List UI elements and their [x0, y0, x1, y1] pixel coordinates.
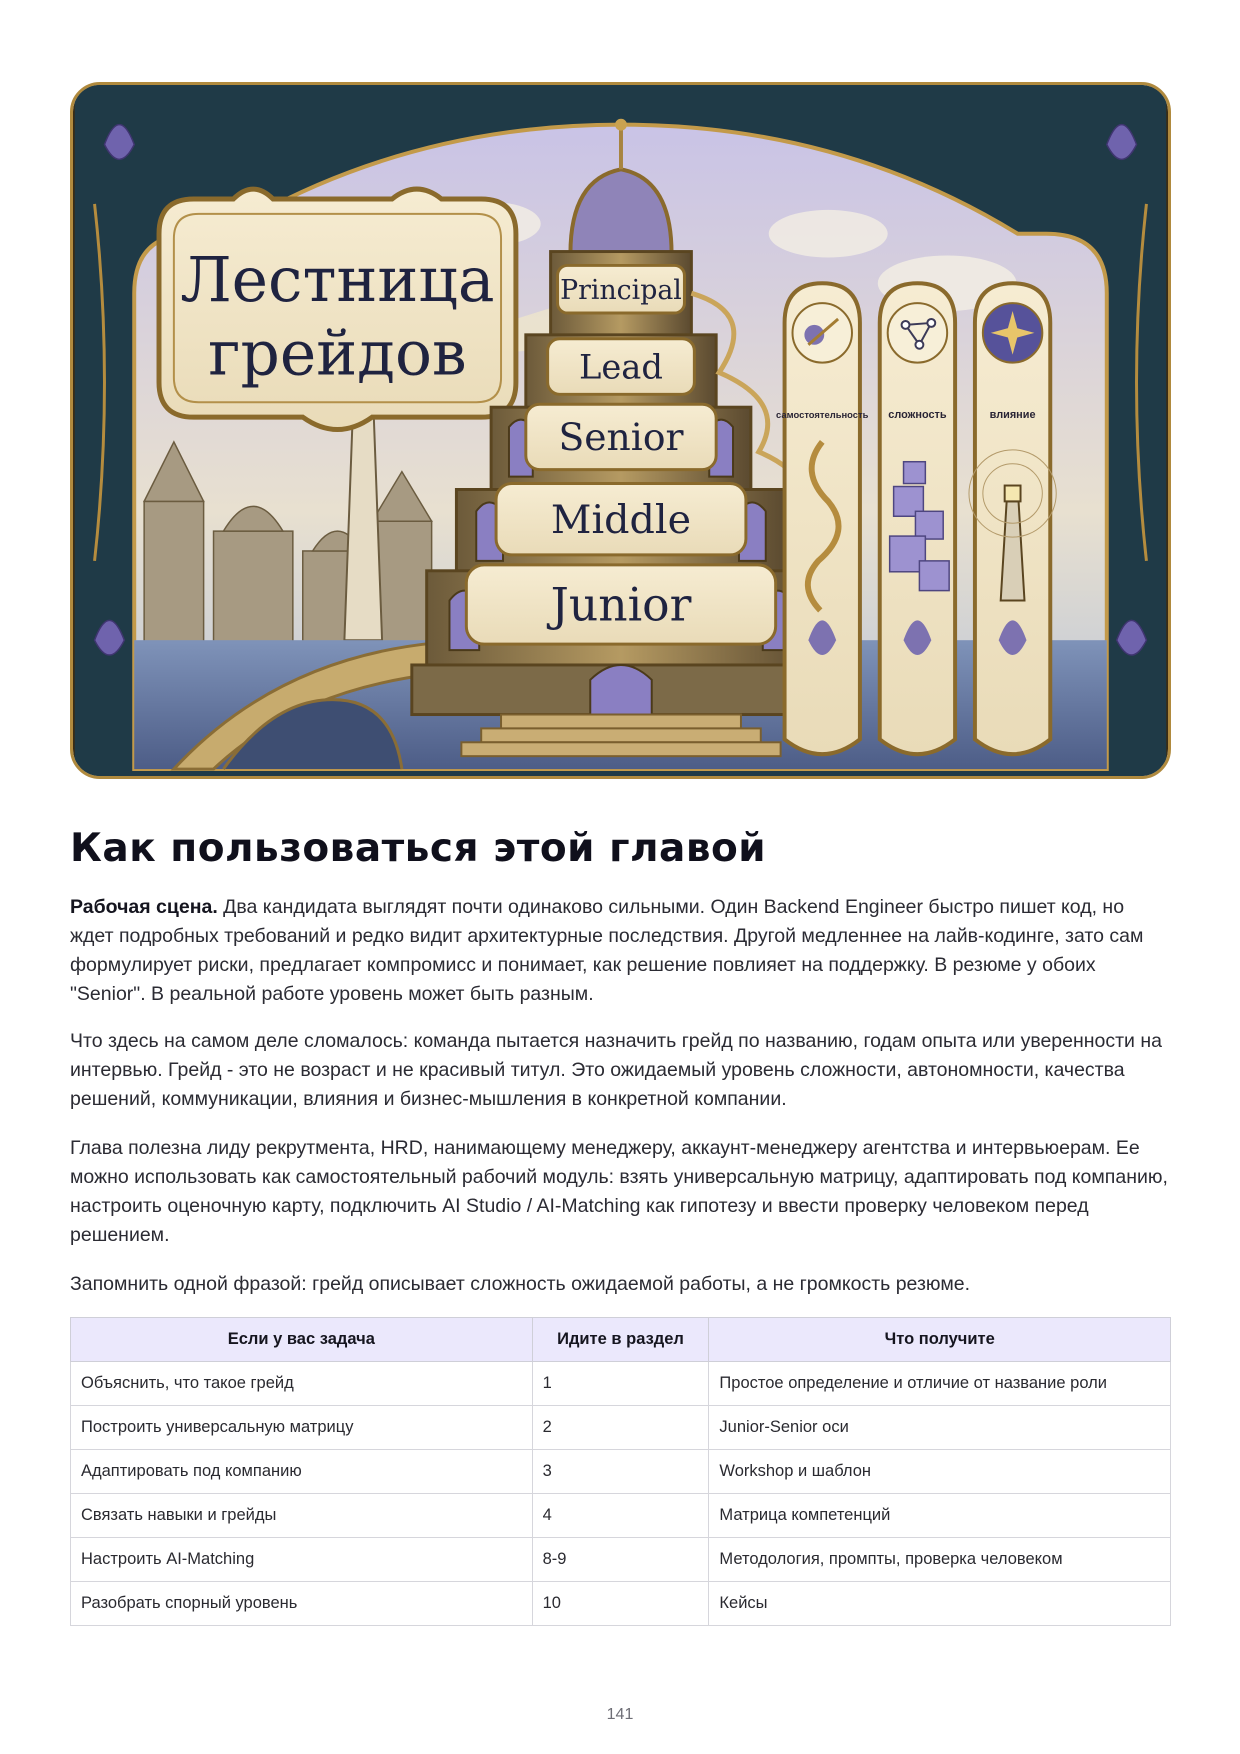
- table-cell-result: Матрица компетенций: [709, 1494, 1171, 1538]
- grade-label-junior: Junior: [550, 578, 692, 632]
- table-row: [71, 1450, 1171, 1494]
- pillar-label-complexity: сложность: [888, 409, 947, 422]
- table-cell-result: Junior-Senior оси: [709, 1406, 1171, 1450]
- grade-label-senior: Senior: [558, 414, 684, 459]
- table-cell-task: Построить универсальную матрицу: [71, 1406, 533, 1450]
- table-cell-section: 2: [532, 1406, 709, 1450]
- grade-label-lead: Lead: [579, 347, 663, 387]
- paragraph-summary: Запомнить одной фразой: грейд описывает сложность ожидаемой работы, а не громкость резюме.: [70, 1273, 970, 1295]
- table-cell-section: 10: [532, 1582, 709, 1626]
- pillar-label-influence: влияние: [989, 409, 1036, 422]
- table-cell-section: 1: [532, 1362, 709, 1406]
- table-cell-result: Простое определение и отличие от название роли: [709, 1362, 1171, 1406]
- grade-ladder-illustration: [73, 85, 1168, 776]
- table-cell-result: Workshop и шаблон: [709, 1450, 1171, 1494]
- illustration-title-line2: грейдов: [208, 318, 467, 390]
- paragraph-audience: Глава полезна лиду рекрутмента, HRD, нанимающему менеджеру, аккаунт-менеджеру агентства и интервьюерам. Ее можно использовать как самостоятельный рабочий модуль: взять универсальную матрицу, адаптировать под компанию, настроить оценочную карту, подключить AI Studio / AI-Matching как гипотезу и ввести проверку человеком перед решением.: [70, 1137, 1168, 1246]
- table-cell-task: Адаптировать под компанию: [71, 1450, 533, 1494]
- grade-label-principal: Principal: [560, 275, 682, 307]
- page-number: 141: [606, 1706, 634, 1723]
- table-header-row: [71, 1318, 1171, 1362]
- paragraph-body: Два кандидата выглядят почти одинаково сильными. Один Backend Engineer быстро пишет код, но ждет подробных требований и редко видит архитектурные последствия. Другой медленнее на лайв-кодинге, зато сам формулирует риски, предлагает компромисс и понимает, как решение повлияет на поддержку. В резюме у обоих "Senior". В реальной работе уровень может быть разным.: [70, 896, 1144, 1005]
- grade-label-middle: Middle: [550, 497, 692, 544]
- illustration-title-line1: Лестница: [180, 245, 495, 317]
- pillar-influence: [969, 283, 1056, 754]
- pillar-autonomy: [776, 283, 869, 754]
- pillar-label-autonomy: самостоятельность: [776, 409, 869, 421]
- table-cell-section: 3: [532, 1450, 709, 1494]
- table-header-section: Идите в раздел: [532, 1318, 709, 1362]
- table-header-task: Если у вас задача: [71, 1318, 533, 1362]
- table-row: [71, 1494, 1171, 1538]
- table-cell-section: 8-9: [532, 1538, 709, 1582]
- table-row: [71, 1582, 1171, 1626]
- table-cell-section: 4: [532, 1494, 709, 1538]
- table-cell-task: Настроить AI-Matching: [71, 1538, 533, 1582]
- paragraph-what-broke: Что здесь на самом деле сломалось: команда пытается назначить грейд по названию, годам опыта или уверенности на интервью. Грейд - это не возраст и не красивый титул. Это ожидаемый уровень сложности, автономности, качества решений, коммуникации, влияния и бизнес-мышления в конкретной компании.: [70, 1030, 1162, 1110]
- chapter-illustration: [70, 82, 1171, 779]
- table-cell-task: Связать навыки и грейды: [71, 1494, 533, 1538]
- section-heading: Как пользоваться этой главой: [70, 826, 767, 871]
- table-cell-task: Разобрать спорный уровень: [71, 1582, 533, 1626]
- table-row: [71, 1362, 1171, 1406]
- navigation-table: [70, 1317, 1171, 1626]
- paragraph-lead: Рабочая сцена.: [70, 896, 218, 918]
- pillar-complexity: [880, 283, 955, 754]
- title-plaque: [159, 189, 516, 429]
- table-row: [71, 1406, 1171, 1450]
- table-row: [71, 1538, 1171, 1582]
- table-cell-result: Методология, промпты, проверка человеком: [709, 1538, 1171, 1582]
- table-cell-task: Объяснить, что такое грейд: [71, 1362, 533, 1406]
- paragraph-work-scene: [70, 893, 1171, 1009]
- table-header-result: Что получите: [709, 1318, 1171, 1362]
- table-cell-result: Кейсы: [709, 1582, 1171, 1626]
